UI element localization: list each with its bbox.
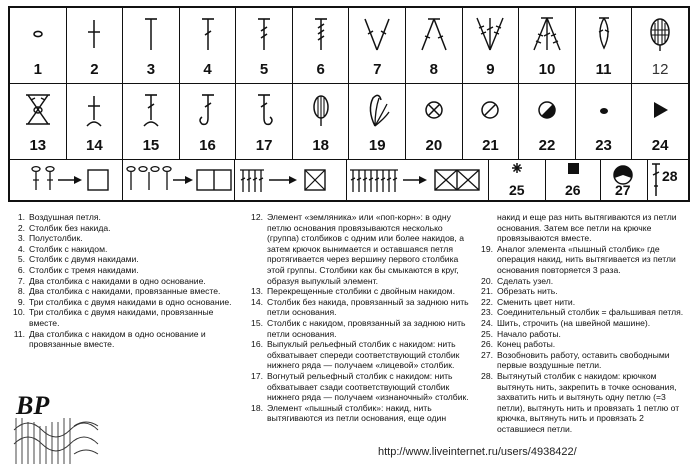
dc-one-base-cluster-icon — [588, 14, 620, 54]
legend-item: 28. Вытянутый столбик с накидом: крючком вытянуть нить, закрепить в точке основания, захватить нить и вытянуть одну петлю (=3 петли), вытянуть нить и провязать 1 петлю от крючка, вытянуть нить и провязать 2 оставшиеся петли. — [481, 370, 680, 434]
symbol-cell-24 — [632, 84, 688, 159]
stitches-to-crossed-boxes-cell — [347, 160, 489, 200]
symbol-number: 21 — [482, 137, 499, 154]
legend-item: 1. Воздушная петля. — [17, 212, 101, 222]
legend-item: 8. Два столбика с накидами, провязанные вместе. — [17, 286, 221, 297]
chain-oval-icon — [22, 14, 54, 54]
symbol-cell-3 — [123, 8, 180, 83]
legend-item: 21. Обрезать нить. — [481, 286, 558, 297]
symbol-table — [8, 6, 690, 202]
symbol-number: 1 — [33, 61, 42, 78]
legend-column-2 — [248, 212, 474, 424]
symbol-cell-4 — [180, 8, 237, 83]
half-double-t-icon — [135, 14, 167, 54]
single-crochet-cross-icon — [78, 14, 110, 54]
bp-watermark-text: BP — [16, 391, 50, 420]
symbol-cell-25 — [489, 160, 546, 200]
symbol-row-3 — [10, 160, 688, 200]
symbol-cell-8 — [406, 8, 463, 83]
symbol-number: 25 — [509, 182, 525, 198]
legend-item: 14. Столбик без накида, провязанный за заднюю нить петли основания. — [251, 296, 469, 318]
symbol-number: 24 — [651, 137, 669, 154]
symbol-number: 2 — [90, 61, 99, 78]
legend-item: 17. Вогнутый рельефный столбик с накидом: нить обхватывает сзади соответствующий столбик нижнего ряда — получаем «изнаночный» столбик. — [251, 370, 469, 403]
legend-item: 7. Два столбика с накидами в одно основание. — [17, 275, 206, 286]
legend-item: 27. Возобновить работу, оставить свободными первые воздушные петли. — [481, 349, 670, 371]
symbol-number: 3 — [146, 61, 156, 78]
symbol-number: 5 — [259, 61, 269, 78]
legend-item: 12. Элемент «земляника» или «поп-корн»: в одну петлю основания провязываются несколько (группа) столбиков с одним или более накидов, а затем крючок вынимается и оставшаяся петля протягивается через вершину первого столбика этой группы. Столбики как бы смыкаются в круг, образуя выпуклый элемент. — [251, 212, 464, 286]
symbol-cell-18 — [293, 84, 350, 159]
legend-item: 13. Перекрещенные столбики с двойным накидом. — [251, 286, 455, 297]
slip-stitch-icon — [588, 90, 620, 130]
legend-item-continuation: накид и еще раз нить вытягиваются из петли основания. Затем все петли на крючке провязываются вместе. — [497, 212, 677, 244]
bp-watermark-logo — [12, 386, 102, 464]
cut-thread-icon — [474, 90, 506, 130]
crossed-stitches-icon — [22, 90, 54, 130]
legend-item: 5. Столбик с двумя накидами. — [17, 254, 139, 265]
symbol-row-1 — [10, 8, 688, 84]
legend-item: 18. Элемент «пышный столбик»: накид, нить вытягиваются из петли основания, еще один — [251, 402, 447, 424]
legend-item: 11. Два столбика с накидом в одно основание и провязанные вместе. — [13, 328, 206, 350]
legend-item: 16. Выпуклый рельефный столбик с накидом: нить обхватывает спереди соответствующий столбик нижнего ряда — получаем «лицевой» столбик. — [251, 339, 460, 371]
puff-stitch-icon — [305, 90, 337, 130]
symbol-number: 17 — [255, 137, 273, 154]
symbol-cell-23 — [576, 84, 633, 159]
symbol-cell-9 — [463, 8, 520, 83]
three-tr-one-base-icon — [474, 14, 506, 54]
symbol-cell-14 — [67, 84, 124, 159]
symbol-cell-6 — [293, 8, 350, 83]
front-post-dc-icon — [192, 90, 224, 130]
symbol-number: 16 — [199, 137, 216, 154]
stitches-to-crossed-box-icon — [235, 160, 347, 200]
puff-variation-icon — [361, 90, 393, 130]
legend-item: 26. Конец работы. — [481, 339, 556, 350]
symbol-cell-10 — [519, 8, 576, 83]
symbol-cell-7 — [349, 8, 406, 83]
symbol-number: 20 — [425, 137, 443, 154]
symbol-number: 4 — [203, 61, 212, 78]
symbol-cell-2 — [67, 8, 124, 83]
symbol-number: 27 — [615, 182, 631, 198]
symbol-number: 19 — [368, 137, 386, 154]
change-color-icon — [531, 90, 563, 130]
symbol-cell-27 — [601, 160, 648, 200]
popcorn-icon — [644, 14, 676, 54]
two-dc-one-base-icon — [361, 14, 393, 54]
symbol-cell-19 — [349, 84, 406, 159]
symbol-cell-20 — [406, 84, 463, 159]
legend-column-1 — [10, 212, 238, 350]
symbol-cell-22 — [519, 84, 576, 159]
legend-item: 15. Столбик с накидом, провязанный за заднюю нить петли основания. — [251, 317, 466, 339]
symbol-cell-15 — [123, 84, 180, 159]
tie-knot-icon — [418, 90, 450, 130]
legend-item: 25. Начало работы. — [481, 328, 561, 339]
sc-back-loop-icon — [78, 90, 110, 130]
symbol-number: 9 — [486, 61, 495, 78]
symbol-row-2 — [10, 84, 688, 160]
symbol-number: 8 — [429, 61, 438, 78]
stitches-to-crossed-boxes-icon — [347, 160, 489, 200]
symbol-cell-11 — [576, 8, 633, 83]
triple-treble-icon — [305, 14, 337, 54]
symbol-cell-16 — [180, 84, 237, 159]
double-chain-to-boxes-cell — [123, 160, 235, 200]
symbol-number: 6 — [316, 61, 325, 78]
symbol-number: 12 — [651, 61, 669, 78]
footer-url: http://www.liveinternet.ru/users/4938422/ — [378, 446, 577, 458]
symbol-number: 7 — [373, 61, 382, 78]
symbol-cell-17 — [236, 84, 293, 159]
symbol-number: 11 — [595, 61, 612, 78]
symbol-cell-21 — [463, 84, 520, 159]
symbol-cell-13 — [10, 84, 67, 159]
stitches-to-crossed-box-cell — [235, 160, 347, 200]
legend-item: 2. Столбик без накида. — [17, 222, 111, 233]
legend-item: 23. Соединительный столбик = фальшивая петля. — [481, 307, 684, 318]
chain-to-box-cell — [10, 160, 123, 200]
symbol-number: 28 — [662, 168, 678, 184]
legend-item: 22. Сменить цвет нити. — [481, 296, 576, 307]
three-tr-together-icon — [531, 14, 563, 54]
symbol-cell-26 — [546, 160, 601, 200]
symbol-cell-1 — [10, 8, 67, 83]
legend-item: 20. Сделать узел. — [481, 275, 554, 286]
legend-item: 4. Столбик с накидом. — [17, 243, 108, 254]
work-start-arrow-icon — [644, 90, 676, 130]
symbol-number: 26 — [565, 182, 581, 198]
legend-column-3 — [478, 212, 692, 434]
legend-item: 6. Столбик с тремя накидами. — [17, 264, 139, 275]
symbol-cell-5 — [236, 8, 293, 83]
symbol-number: 23 — [595, 137, 612, 154]
symbol-number: 15 — [142, 137, 160, 154]
legend-item: 9. Три столбика с двумя накидами в одно основание. — [17, 296, 232, 307]
double-chain-to-boxes-icon — [123, 160, 235, 200]
symbol-number: 10 — [538, 61, 556, 78]
double-crochet-icon — [192, 14, 224, 54]
legend-item: 24. Шить, строчить (на швейной машине). — [481, 317, 651, 328]
symbol-cell-28 — [648, 160, 688, 200]
legend-item: 10. Три столбика с двумя накидами, провязанные вместе. — [13, 307, 214, 328]
legend-item: 3. Полустолбик. — [17, 233, 83, 244]
double-treble-icon — [248, 14, 280, 54]
symbol-number: 14 — [86, 137, 103, 154]
dc-back-loop-icon — [135, 90, 167, 130]
symbol-number: 18 — [312, 137, 330, 154]
symbol-cell-12 — [632, 8, 688, 83]
two-dc-together-icon — [418, 14, 450, 54]
chain-to-box-icon — [10, 160, 123, 200]
symbol-number: 22 — [538, 137, 556, 154]
back-post-dc-icon — [248, 90, 280, 130]
legend-item: 19. Аналог элемента «пышный столбик» где операция накид, нить вытягивается из петли основания повторяется 3 раза. — [481, 243, 676, 275]
symbol-number: 13 — [29, 137, 47, 154]
